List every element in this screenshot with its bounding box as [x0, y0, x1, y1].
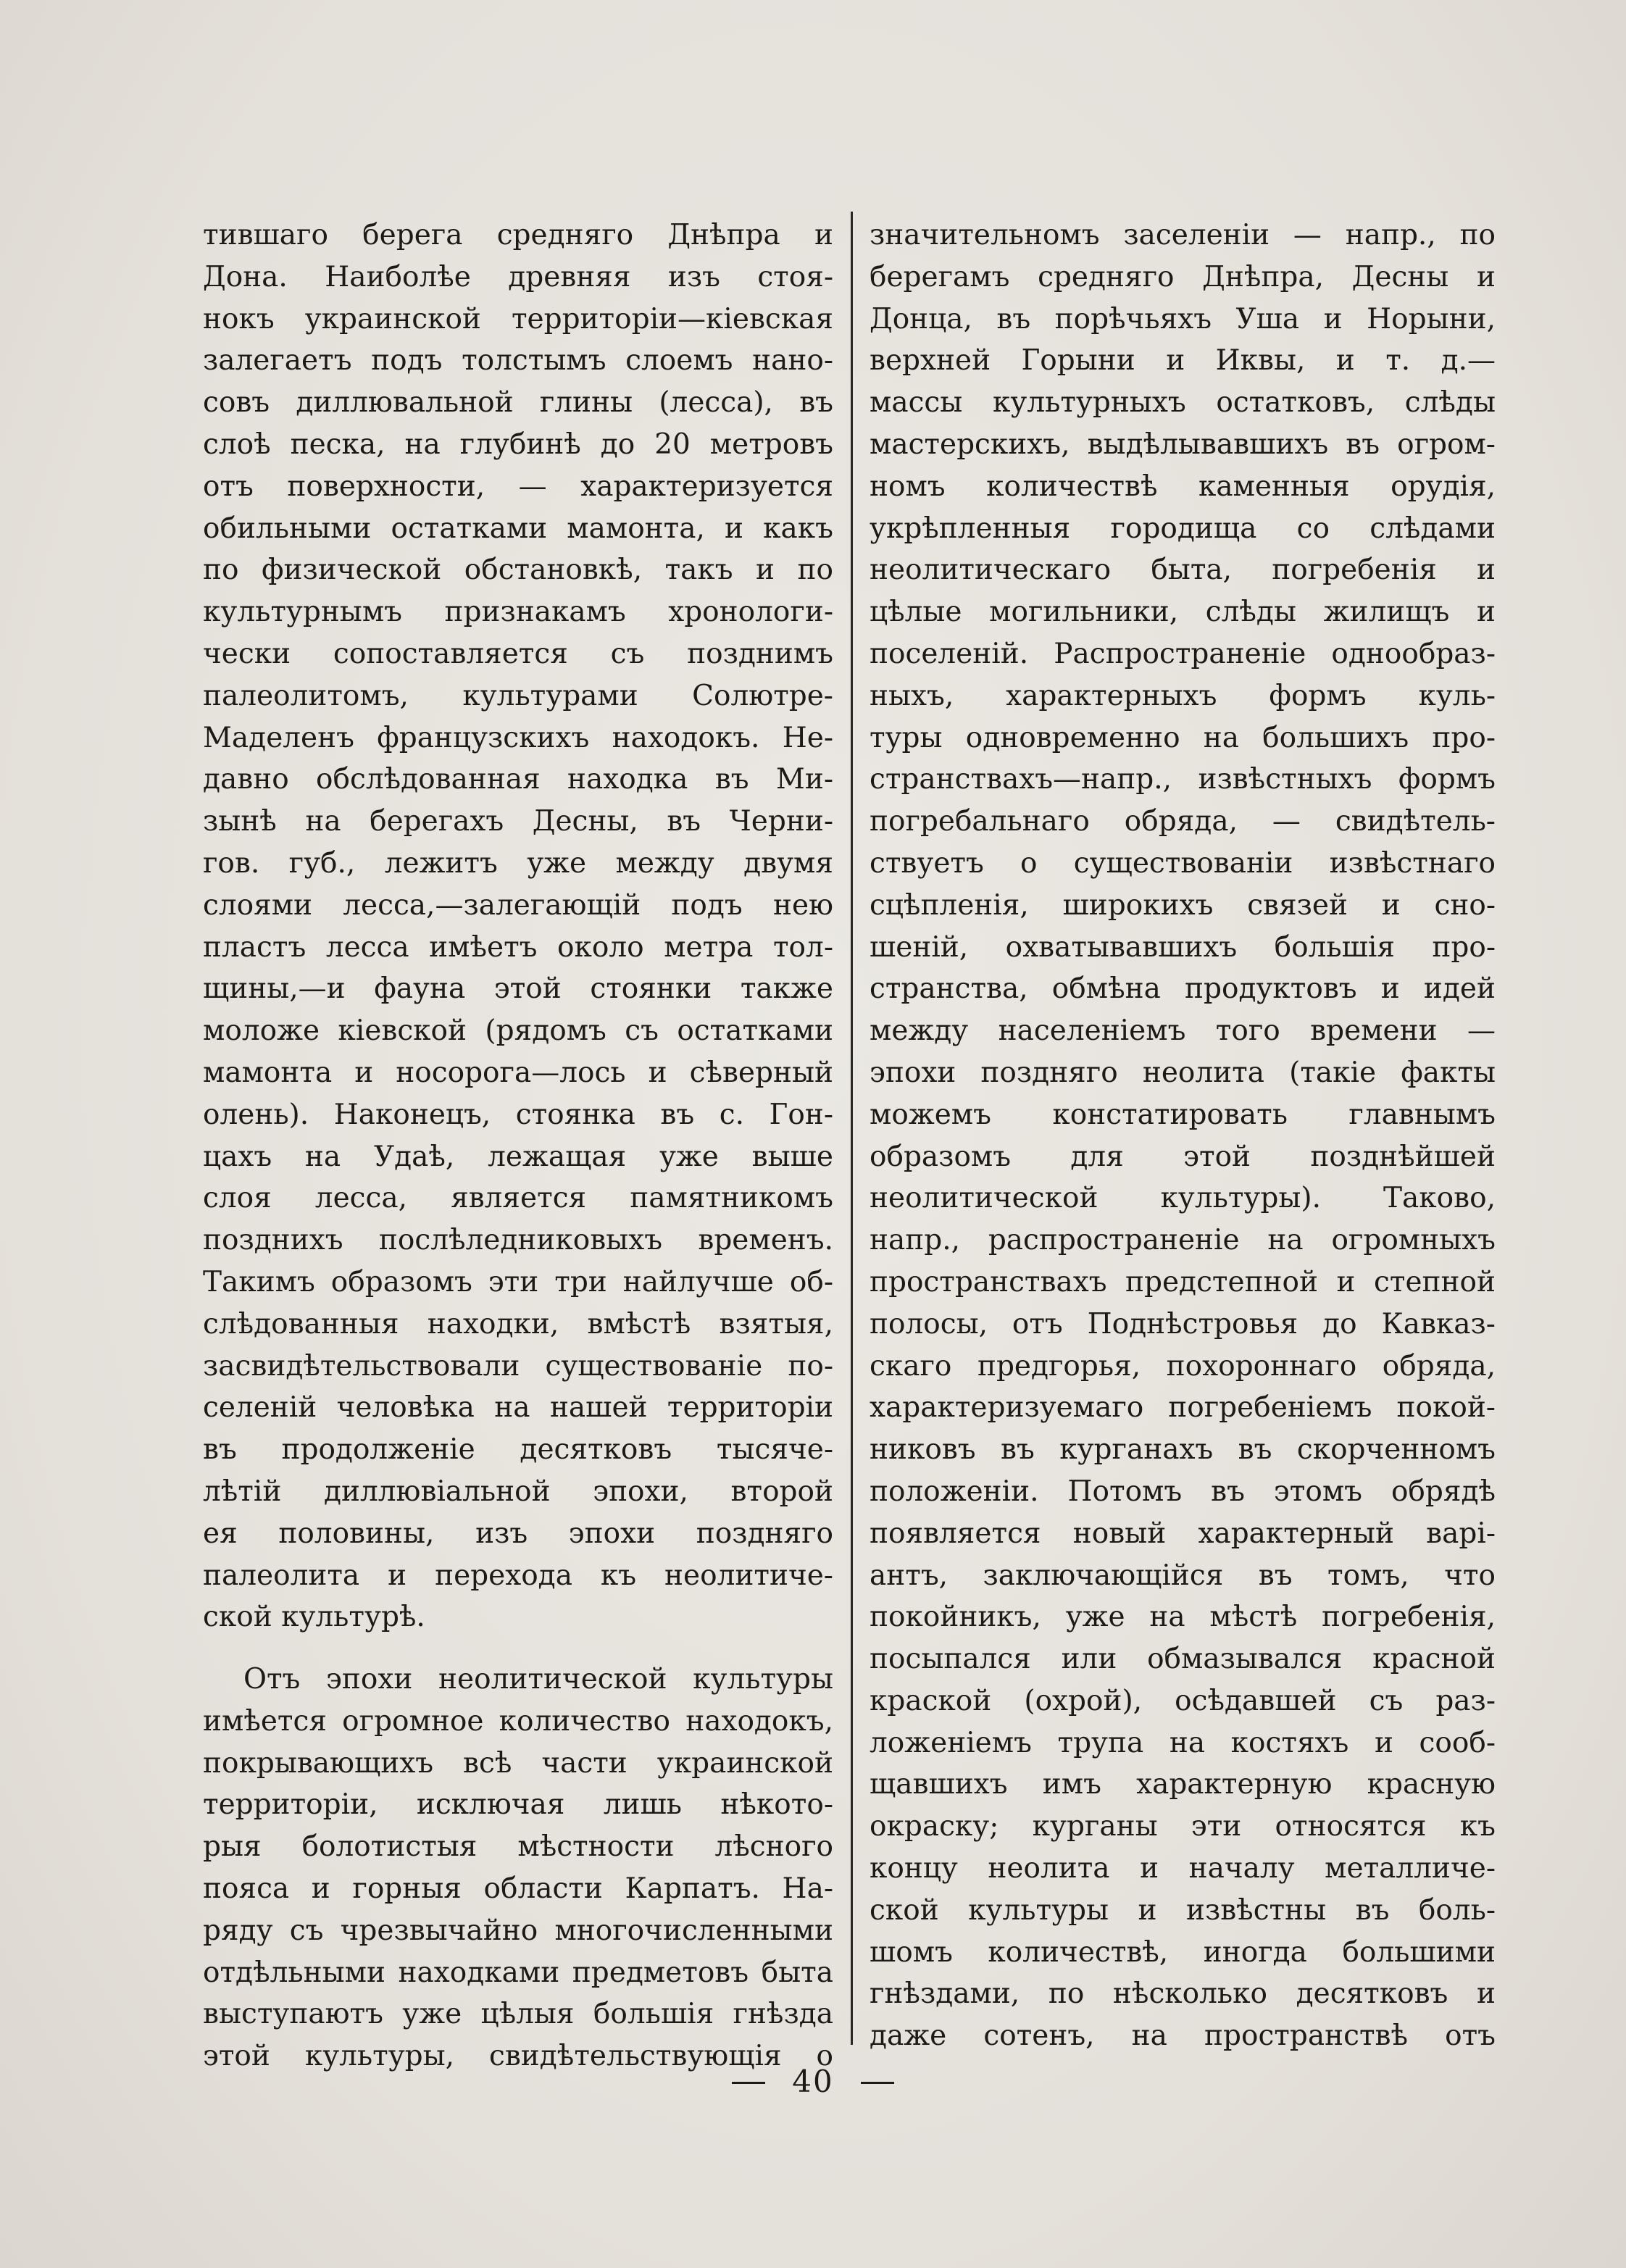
text-line: концу неолита и началу металличе-: [870, 1852, 1496, 1885]
text-line: пространствахъ предстепной и степной: [870, 1265, 1496, 1298]
text-line: эпохи поздняго неолита (такiе факты: [870, 1056, 1496, 1089]
text-line: ской культурѣ.: [203, 1601, 425, 1634]
text-line: странствахъ—напр., извѣстныхъ формъ: [870, 763, 1496, 796]
text-line: выступаютъ уже цѣлыя большiя гнѣзда: [203, 1998, 833, 2031]
text-line: можемъ констатировать главнымъ: [870, 1098, 1496, 1131]
text-line: залегаетъ подъ толстымъ слоемъ нано-: [203, 344, 833, 378]
text-line: скаго предгорья, похороннаго обряда,: [870, 1349, 1496, 1383]
text-line: моложе кiевской (рядомъ съ остатками: [203, 1014, 833, 1048]
text-line: Такимъ образомъ эти три найлучше об-: [203, 1265, 833, 1298]
text-line: нокъ украинской территорiи—кiевская: [203, 302, 833, 335]
text-line: туры одновременно на большихъ про-: [870, 721, 1496, 754]
text-line: покрывающихъ всѣ части украинской: [203, 1746, 833, 1780]
text-line: характеризуемаго погребенiемъ покой-: [870, 1391, 1496, 1425]
text-line: краской (охрой), осѣдавшей съ раз-: [870, 1684, 1496, 1717]
text-line: верхней Горыни и Иквы, и т. д.—: [870, 344, 1496, 378]
text-line: давно обслѣдованная находка въ Ми-: [203, 763, 833, 796]
text-line: неолитическаго быта, погребенiя и: [870, 554, 1496, 587]
text-line: въ продолженiе десятковъ тысяче-: [203, 1433, 833, 1467]
dash-right: [861, 2082, 894, 2084]
text-line: берегамъ средняго Днѣпра, Десны и: [870, 260, 1496, 293]
text-line: отъ поверхности, — характеризуется: [203, 470, 833, 503]
text-line: засвидѣтельствовали существованiе по-: [203, 1349, 833, 1383]
text-line: появляется новый характерный варi-: [870, 1517, 1496, 1550]
text-line: ствуетъ о существованiи извѣстнаго: [870, 846, 1496, 880]
text-line: ныхъ, характерныхъ формъ куль-: [870, 679, 1496, 712]
text-line: пояса и горныя области Карпатъ. На-: [203, 1872, 833, 1906]
text-line: Донца, въ порѣчьяхъ Уша и Норыни,: [870, 302, 1496, 335]
dash-left: [732, 2082, 765, 2084]
text-line: щавшихъ имъ характерную красную: [870, 1768, 1496, 1801]
text-line: посыпался или обмазывался красной: [870, 1643, 1496, 1676]
text-line: совъ диллювальной глины (лесса), въ: [203, 386, 833, 420]
text-line: окраску; курганы эти относятся къ: [870, 1810, 1496, 1843]
left-column: [203, 214, 833, 2073]
text-line: шенiй, охватывавшихъ большiя про-: [870, 930, 1496, 964]
text-line: значительномъ заселенiи — напр., по: [870, 219, 1496, 251]
text-line: напр., распространенiе на огромныхъ: [870, 1224, 1496, 1257]
text-line: рыя болотистыя мѣстности лѣсного: [203, 1830, 833, 1864]
page-number: 40: [792, 2064, 834, 2099]
text-line: цѣлые могильники, слѣды жилищъ и: [870, 596, 1496, 629]
column-divider: [851, 212, 853, 2045]
text-line: селенiй человѣка на нашей территорiи: [203, 1391, 833, 1425]
text-line: никовъ въ курганахъ въ скорченномъ: [870, 1433, 1496, 1467]
text-line: слоя лесса, является памятникомъ: [203, 1182, 833, 1215]
text-line: между населенiемъ того времени —: [870, 1014, 1496, 1048]
text-line: гнѣздами, по нѣсколько десятковъ и: [870, 1977, 1496, 2011]
text-line: гов. губ., лежитъ уже между двумя: [203, 846, 833, 880]
text-line: номъ количествѣ каменныя орудiя,: [870, 470, 1496, 503]
text-line: шомъ количествѣ, иногда большими: [870, 1935, 1496, 1969]
text-line: странства, обмѣна продуктовъ и идей: [870, 972, 1496, 1006]
text-line: по физической обстановкѣ, такъ и по: [203, 554, 833, 587]
text-line: Маделенъ французскихъ находокъ. Не-: [203, 721, 833, 754]
page-footer: [0, 2064, 1626, 2099]
text-line: отдѣльными находками предметовъ быта: [203, 1956, 833, 1989]
text-line: полосы, отъ Поднѣстровья до Кавказ-: [870, 1307, 1496, 1341]
text-line: антъ, заключающiйся въ томъ, что: [870, 1559, 1496, 1592]
text-line: мамонта и носорога—лось и сѣверный: [203, 1056, 833, 1089]
text-line: поселенiй. Распространенiе однообраз-: [870, 637, 1496, 670]
text-line: имѣется огромное количество находокъ,: [203, 1704, 833, 1738]
text-line: зынѣ на берегахъ Десны, въ Черни-: [203, 805, 833, 838]
text-line: массы культурныхъ остатковъ, слѣды: [870, 386, 1496, 420]
text-line: территорiи, исключая лишь нѣкото-: [203, 1788, 833, 1822]
text-line: олень). Наконецъ, стоянка въ с. Гон-: [203, 1098, 833, 1131]
right-column: [870, 214, 1496, 2053]
text-line: лѣтiй диллювiальной эпохи, второй: [203, 1475, 833, 1508]
text-line: ея половины, изъ эпохи поздняго: [203, 1517, 833, 1550]
text-line: сцѣпленiя, широкихъ связей и сно-: [870, 888, 1496, 922]
text-line: этой культуры, свидѣтельствующiя о: [203, 2040, 833, 2073]
text-line: ряду съ чрезвычайно многочисленными: [203, 1914, 833, 1947]
text-line: культурнымъ признакамъ хронологи-: [203, 596, 833, 629]
text-line: чески сопоставляется съ позднимъ: [203, 637, 833, 670]
text-line: щины,—и фауна этой стоянки также: [203, 972, 833, 1006]
text-line: слоями лесса,—залегающiй подъ нею: [203, 888, 833, 922]
text-line: тившаго берега средняго Днѣпра и: [203, 219, 833, 251]
text-line: положенiи. Потомъ въ этомъ обрядѣ: [870, 1475, 1496, 1508]
text-line: даже сотенъ, на пространствѣ отъ: [870, 2019, 1496, 2053]
text-line: неолитической культуры). Таково,: [870, 1182, 1496, 1215]
text-line: позднихъ послѣледниковыхъ временъ.: [203, 1224, 833, 1257]
text-line: ской культуры и извѣстны въ боль-: [870, 1893, 1496, 1927]
text-line: обильными остатками мамонта, и какъ: [203, 512, 833, 545]
text-line: цахъ на Удаѣ, лежащая уже выше: [203, 1140, 833, 1173]
text-line: покойникъ, уже на мѣстѣ погребенiя,: [870, 1601, 1496, 1634]
text-line: палеолита и перехода къ неолитиче-: [203, 1559, 833, 1592]
text-line: погребальнаго обряда, — свидѣтель-: [870, 805, 1496, 838]
paragraph-gap: [203, 1638, 833, 1659]
text-line: образомъ для этой позднѣйшей: [870, 1140, 1496, 1173]
text-line: укрѣпленныя городища со слѣдами: [870, 512, 1496, 545]
text-line: Отъ эпохи неолитической культуры: [243, 1663, 833, 1696]
text-line: мастерскихъ, выдѣлывавшихъ въ огром-: [870, 428, 1496, 461]
text-line: пластъ лесса имѣетъ около метра тол-: [203, 930, 833, 964]
text-line: палеолитомъ, культурами Солютре-: [203, 679, 833, 712]
text-line: ложенiемъ трупа на костяхъ и сооб-: [870, 1726, 1496, 1759]
text-line: слѣдованныя находки, вмѣстѣ взятыя,: [203, 1307, 833, 1341]
text-line: слоѣ песка, на глубинѣ до 20 метровъ: [203, 428, 833, 461]
text-line: Дона. Наиболѣе древняя изъ стоя-: [203, 260, 833, 293]
